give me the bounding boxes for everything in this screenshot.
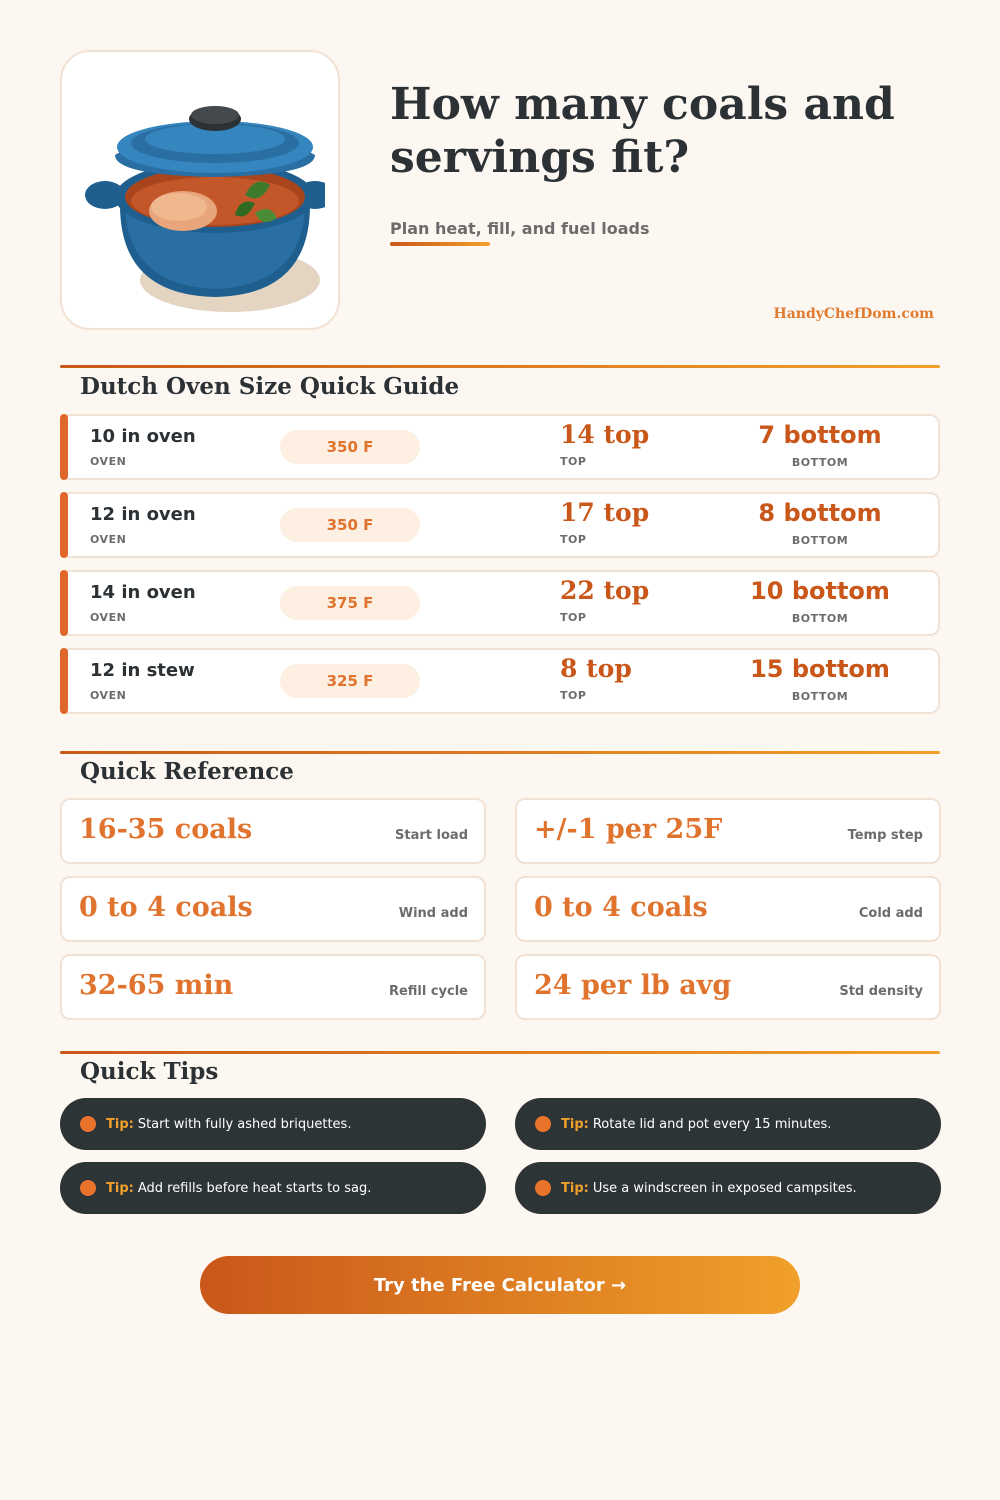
section-divider xyxy=(60,1051,940,1054)
temp-badge: 350 F xyxy=(280,508,420,542)
temp-badge: 350 F xyxy=(280,430,420,464)
calculator-cta-button[interactable]: Try the Free Calculator → xyxy=(200,1256,800,1314)
reference-card xyxy=(60,876,486,942)
reference-card xyxy=(515,954,941,1020)
oven-caption: OVEN xyxy=(90,455,127,468)
bottom-caption: BOTTOM xyxy=(791,534,849,547)
reference-label: Cold add xyxy=(858,906,923,921)
reference-card xyxy=(515,798,941,864)
reference-label: Refill cycle xyxy=(388,984,468,999)
reference-card xyxy=(60,798,486,864)
oven-size: 12 in stew xyxy=(90,660,195,681)
guide-row xyxy=(60,414,940,480)
reference-label: Start load xyxy=(395,828,468,843)
reference-label: Temp step xyxy=(847,828,923,843)
temp-badge: 375 F xyxy=(280,586,420,620)
tip-text: Add refills before heat starts to sag. xyxy=(137,1180,372,1196)
top-caption: TOP xyxy=(560,611,587,624)
guide-row xyxy=(60,570,940,636)
oven-size: 10 in oven xyxy=(90,426,196,447)
oven-caption: OVEN xyxy=(90,689,127,702)
oven-caption: OVEN xyxy=(90,611,127,624)
reference-label: Wind add xyxy=(398,906,468,921)
tip-text: Use a windscreen in exposed campsites. xyxy=(592,1180,857,1196)
tip-item xyxy=(515,1098,941,1150)
tip-text: Rotate lid and pot every 15 minutes. xyxy=(592,1116,832,1132)
tip-item xyxy=(515,1162,941,1214)
dutch-oven-illustration xyxy=(60,50,340,330)
bottom-caption: BOTTOM xyxy=(791,456,849,469)
top-caption: TOP xyxy=(560,455,587,468)
tip-prefix: Tip: xyxy=(561,1116,589,1132)
bottom-coals: 7 bottom xyxy=(758,421,882,449)
bottom-coals: 8 bottom xyxy=(758,499,882,527)
tip-text: Start with fully ashed briquettes. xyxy=(137,1116,352,1132)
reference-card xyxy=(60,954,486,1020)
tips-title: Quick Tips xyxy=(80,1058,219,1085)
reference-card xyxy=(515,876,941,942)
temp-badge: 325 F xyxy=(280,664,420,698)
page-subtitle: Plan heat, fill, and fuel loads xyxy=(390,219,650,238)
bullet-dot-icon xyxy=(80,1180,96,1196)
tip-item xyxy=(60,1162,486,1214)
guide-row xyxy=(60,648,940,714)
bullet-dot-icon xyxy=(80,1116,96,1132)
reference-value: +/-1 per 25F xyxy=(534,814,723,845)
reference-label: Std density xyxy=(839,984,923,999)
guide-row xyxy=(60,492,940,558)
tip-prefix: Tip: xyxy=(561,1180,589,1196)
oven-caption: OVEN xyxy=(90,533,127,546)
guide-title: Dutch Oven Size Quick Guide xyxy=(80,373,460,400)
top-coals: 8 top xyxy=(560,654,632,683)
top-coals: 17 top xyxy=(560,498,650,527)
top-caption: TOP xyxy=(560,689,587,702)
tip-item xyxy=(60,1098,486,1150)
reference-value: 0 to 4 coals xyxy=(79,892,253,923)
bottom-caption: BOTTOM xyxy=(791,612,849,625)
reference-value: 0 to 4 coals xyxy=(534,892,708,923)
page-title: How many coals and servings fit? xyxy=(390,79,895,183)
top-coals: 22 top xyxy=(560,576,650,605)
reference-value: 16-35 coals xyxy=(79,814,253,845)
oven-size: 14 in oven xyxy=(90,582,196,603)
subtitle-underline xyxy=(390,242,490,246)
bullet-dot-icon xyxy=(535,1180,551,1196)
tip-prefix: Tip: xyxy=(106,1116,134,1132)
bullet-dot-icon xyxy=(535,1116,551,1132)
brand-link[interactable]: HandyChefDom.com xyxy=(773,306,934,322)
reference-title: Quick Reference xyxy=(80,758,294,785)
bottom-coals: 10 bottom xyxy=(750,577,890,605)
section-divider xyxy=(60,751,940,754)
bottom-coals: 15 bottom xyxy=(750,655,890,683)
reference-value: 32-65 min xyxy=(79,970,234,1001)
top-coals: 14 top xyxy=(560,420,650,449)
oven-size: 12 in oven xyxy=(90,504,196,525)
bottom-caption: BOTTOM xyxy=(791,690,849,703)
top-caption: TOP xyxy=(560,533,587,546)
tip-prefix: Tip: xyxy=(106,1180,134,1196)
reference-value: 24 per lb avg xyxy=(534,970,732,1001)
section-divider xyxy=(60,365,940,368)
dutch-oven-icon xyxy=(75,65,325,315)
